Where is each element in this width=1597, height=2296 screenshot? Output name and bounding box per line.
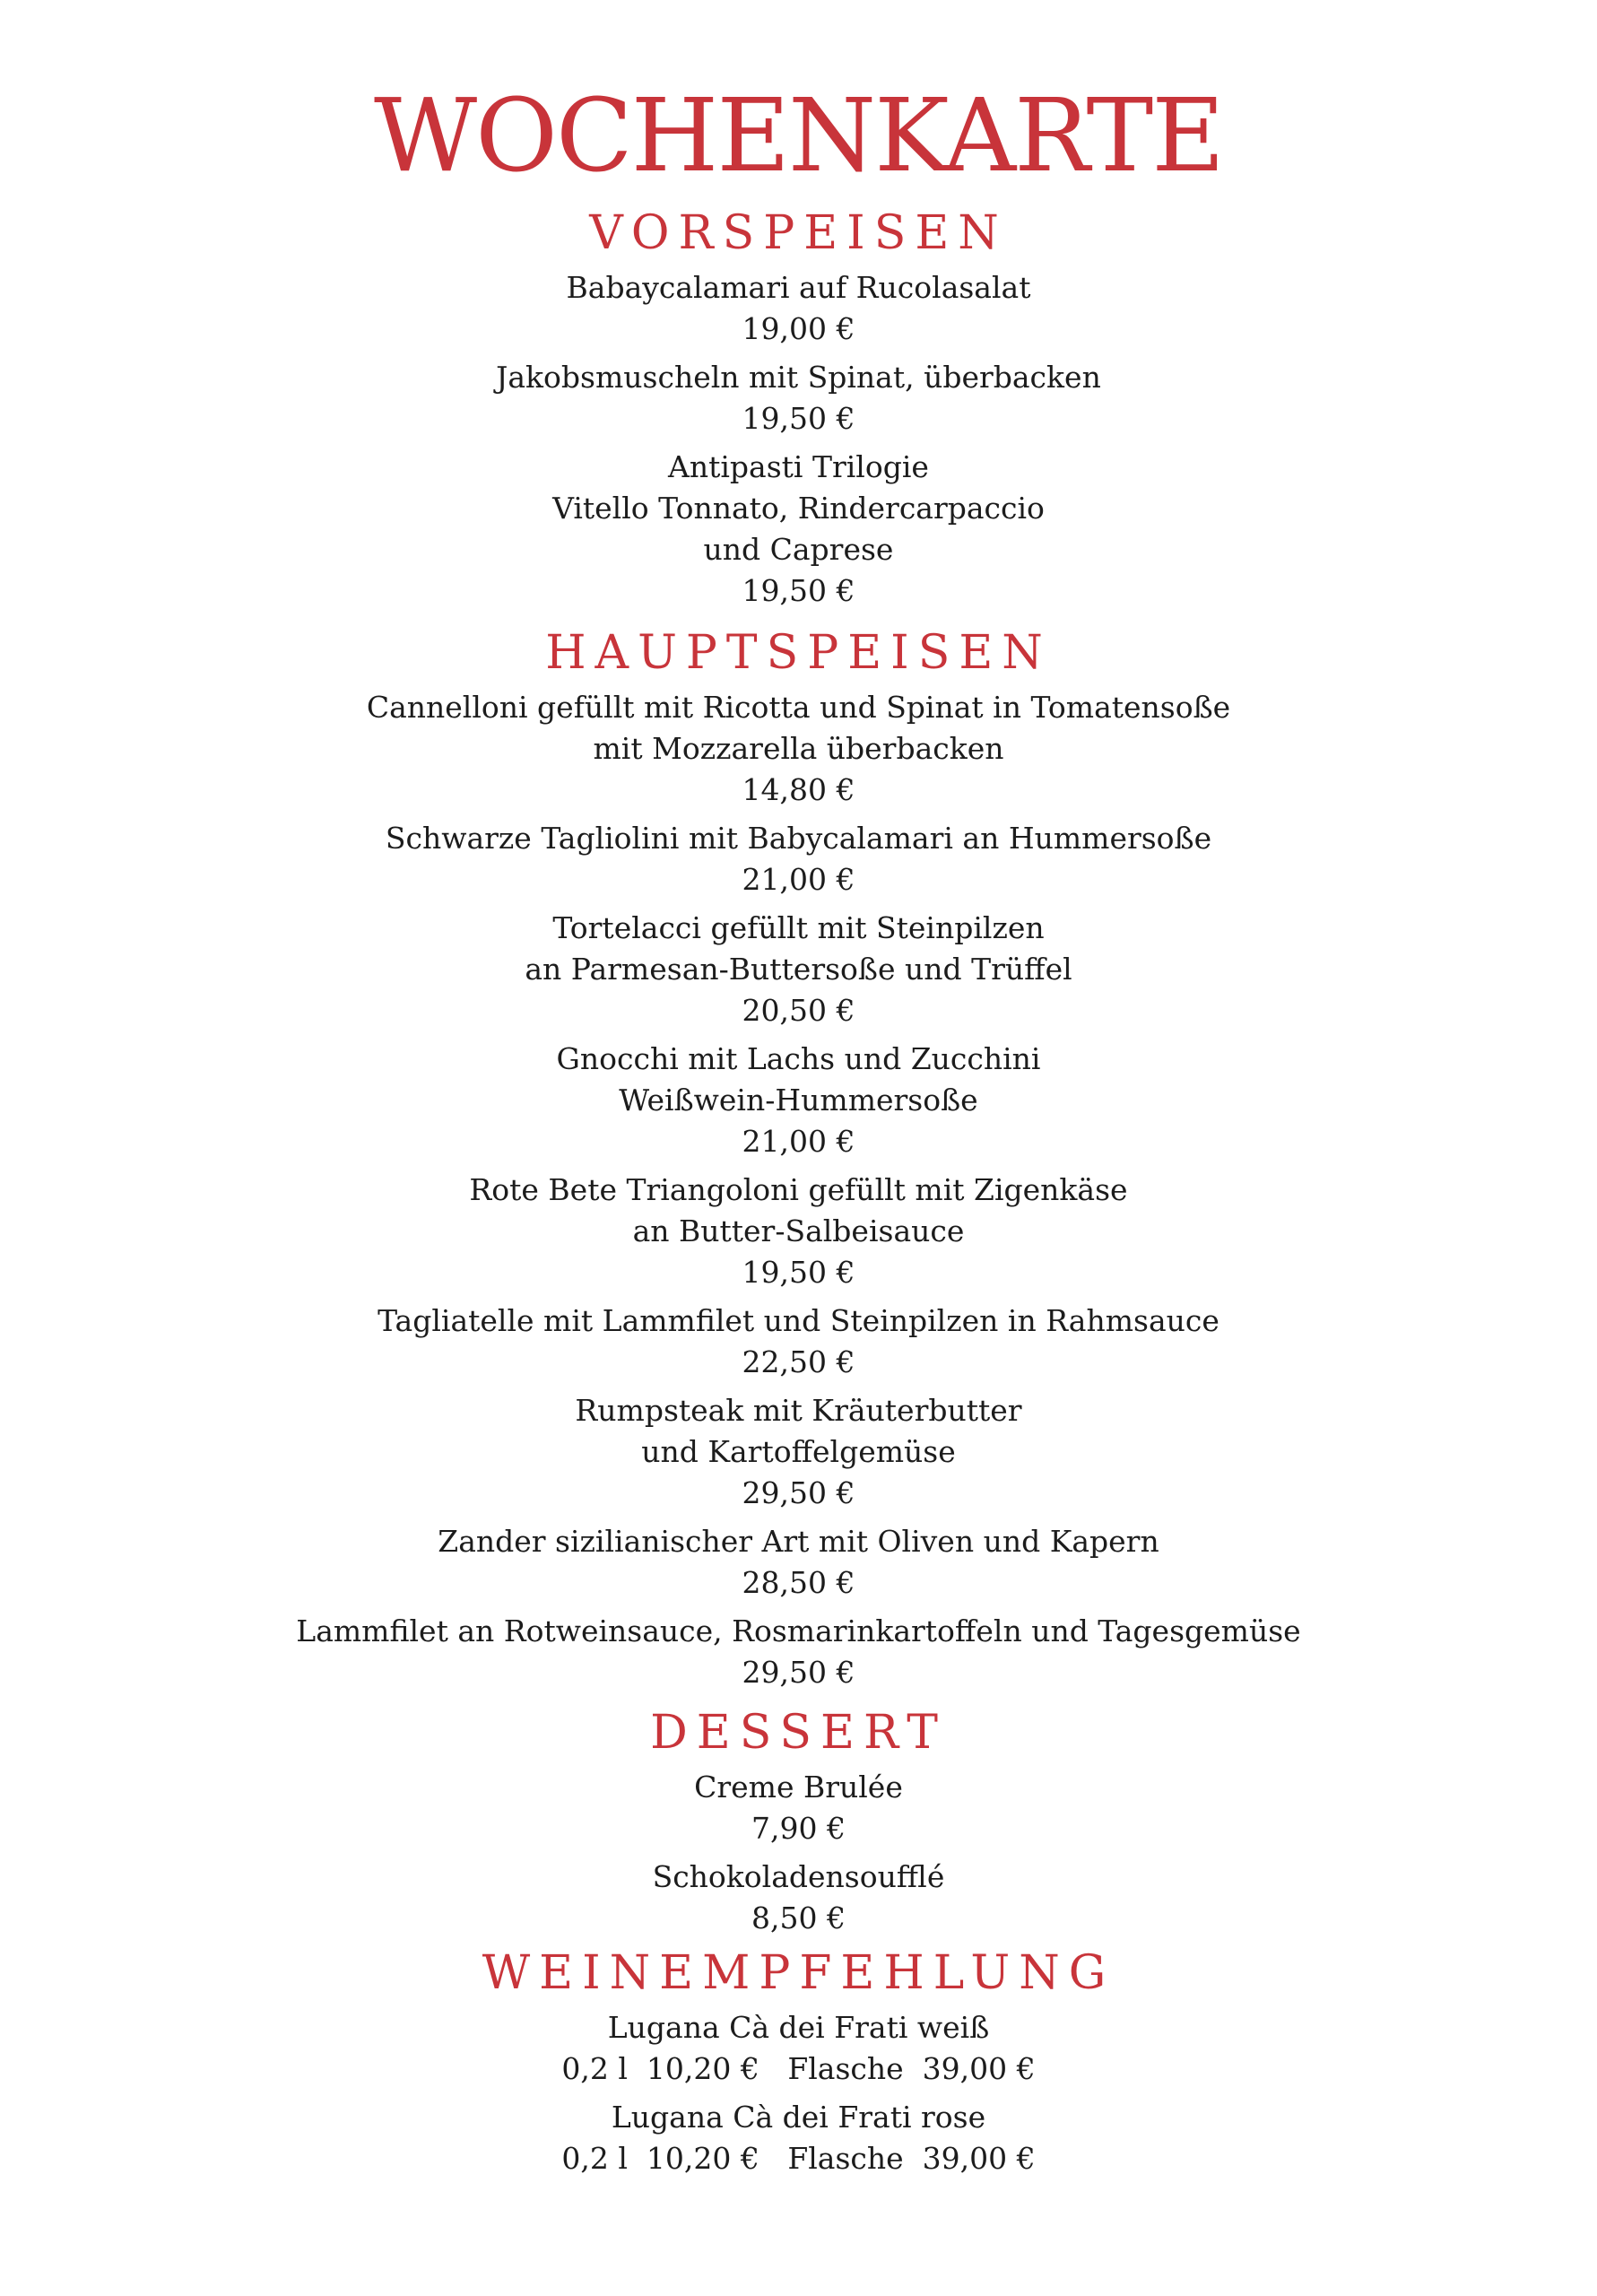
dish-name: Antipasti Trilogie [668, 449, 929, 484]
menu-item [0, 1170, 1597, 1293]
dish-price: 19,00 € [742, 311, 855, 346]
menu-item [0, 818, 1597, 900]
wine-name: Lugana Cà dei Frati rose [611, 2100, 986, 2135]
menu-item [0, 267, 1597, 350]
dish-name: Lammfilet an Rotweinsauce, Rosmarinkartoffeln und Tagesgemüse [296, 1613, 1301, 1648]
section-weinempfehlung [0, 1948, 1597, 2187]
section-heading-vorspeisen: VORSPEISEN [589, 206, 1008, 260]
dish-price: 29,50 € [742, 1475, 855, 1510]
menu-item [0, 357, 1597, 439]
dish-description: und Kartoffelgemüse [641, 1434, 956, 1469]
wine-price: 0,2 l 10,20 € Flasche 39,00 € [561, 2051, 1036, 2086]
dish-name: Schokoladensoufflé [652, 1859, 945, 1894]
dish-name: Zander sizilianischer Art mit Oliven und Kapern [438, 1524, 1159, 1559]
menu-item [0, 1521, 1597, 1604]
section-hauptspeisen [0, 628, 1597, 1700]
menu-item [0, 1300, 1597, 1383]
dish-price: 20,50 € [742, 993, 855, 1028]
dish-name: Gnocchi mit Lachs und Zucchini [556, 1041, 1041, 1076]
dish-price: 8,50 € [751, 1900, 846, 1935]
dish-name: Creme Brulée [694, 1770, 903, 1805]
menu-item [0, 1767, 1597, 1849]
menu-item [0, 1390, 1597, 1514]
dish-price: 19,50 € [742, 573, 855, 608]
dish-name: Cannelloni gefüllt mit Ricotta und Spinat in Tomatensoße [366, 690, 1231, 725]
dish-description: Vitello Tonnato, Rindercarpaccio [552, 491, 1045, 526]
dish-name: Tagliatelle mit Lammfilet und Steinpilzen in Rahmsauce [378, 1303, 1219, 1338]
dish-description: Weißwein-Hummersoße [619, 1083, 978, 1118]
section-heading-hauptspeisen: HAUPTSPEISEN [545, 626, 1052, 680]
dish-name: Tortelacci gefüllt mit Steinpilzen [552, 910, 1045, 945]
menu-item [0, 1857, 1597, 1939]
wine-price: 0,2 l 10,20 € Flasche 39,00 € [561, 2141, 1036, 2176]
section-heading-weinempfehlung: WEINEMPFEHLUNG [482, 1946, 1115, 2000]
dish-price: 22,50 € [742, 1344, 855, 1379]
wine-name: Lugana Cà dei Frati weiß [607, 2010, 990, 2045]
menu-item [0, 2097, 1597, 2179]
menu-item [0, 447, 1597, 612]
section-vorspeisen [0, 208, 1597, 619]
dish-price: 14,80 € [742, 772, 855, 807]
dish-description: an Parmesan-Buttersoße und Trüffel [525, 952, 1072, 987]
dish-price: 7,90 € [751, 1811, 846, 1846]
dish-name: Jakobsmuscheln mit Spinat, überbacken [496, 360, 1101, 395]
menu-item [0, 1039, 1597, 1162]
dish-name: Rote Bete Triangoloni gefüllt mit Zigenkäse [469, 1172, 1128, 1207]
menu-item [0, 2007, 1597, 2090]
menu-item [0, 687, 1597, 811]
dish-name: Schwarze Tagliolini mit Babycalamari an Hummersoße [385, 821, 1212, 856]
dish-description: mit Mozzarella überbacken [593, 731, 1004, 766]
dish-description: und Caprese [703, 532, 894, 567]
dish-price: 28,50 € [742, 1565, 855, 1600]
dish-name: Babaycalamari auf Rucolasalat [566, 270, 1031, 305]
section-heading-dessert: DESSERT [650, 1706, 947, 1760]
dish-price: 19,50 € [742, 1255, 855, 1290]
dish-price: 21,00 € [742, 1124, 855, 1159]
menu-title: WOCHENKARTE [374, 78, 1223, 195]
dish-price: 19,50 € [742, 401, 855, 436]
dish-price: 21,00 € [742, 862, 855, 897]
dish-price: 29,50 € [742, 1655, 855, 1690]
menu-item [0, 1611, 1597, 1693]
section-dessert [0, 1708, 1597, 1946]
dish-description: an Butter-Salbeisauce [632, 1213, 965, 1248]
dish-name: Rumpsteak mit Kräuterbutter [575, 1393, 1022, 1428]
menu-item [0, 908, 1597, 1031]
